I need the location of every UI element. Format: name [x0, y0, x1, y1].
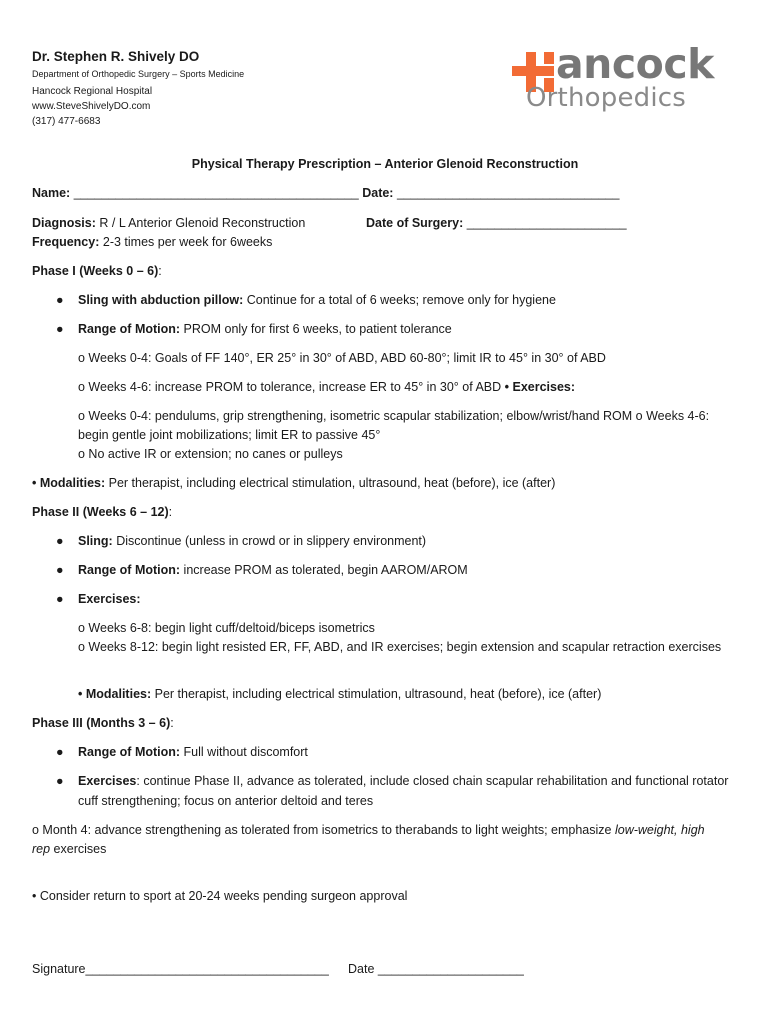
bullet-icon: ● [56, 322, 64, 336]
logo-wordmark: ancock [556, 40, 714, 88]
diagnosis-label: Diagnosis: [32, 216, 96, 230]
phase3-rom-text: Full without discomfort [180, 745, 308, 759]
bullet-icon: ● [56, 592, 64, 606]
phase1-modalities-text: Per therapist, including electrical stimulation, ultrasound, heat (before), ice (after) [105, 476, 556, 490]
phase3-heading [32, 716, 174, 730]
phase2-sling-label: Sling: [78, 534, 113, 548]
doctor-name: Dr. Stephen R. Shively DO [32, 49, 200, 64]
frequency-label: Frequency: [32, 235, 100, 249]
bullet-icon: ● [56, 534, 64, 548]
phase2-modalities [78, 687, 601, 701]
footer-date-field[interactable] [348, 962, 524, 976]
phase1-ex-line2: begin gentle joint mobilizations; limit ER to passive 45° [78, 428, 381, 442]
signature-label: Signature [32, 962, 86, 976]
phase1-sling-text: Continue for a total of 6 weeks; remove only for hygiene [243, 293, 556, 307]
phase1-ex-line1: o Weeks 0-4: pendulums, grip strengthening, isometric scapular stabilization; elbow/wrist/hand ROM o Weeks 4-6: [78, 409, 710, 423]
phase2-rom-label: Range of Motion: [78, 563, 181, 577]
name-field[interactable] [32, 186, 619, 200]
date-blank: ________________________________ [396, 186, 620, 200]
phase2-heading-colon: : [168, 505, 173, 519]
website: www.SteveShivelyDO.com [32, 101, 151, 112]
phase2-sling-text: Discontinue (unless in crowd or in slippery environment) [112, 534, 427, 548]
phase2-rom-text: increase PROM as tolerated, begin AAROM/AROM [180, 563, 468, 577]
document-title: Physical Therapy Prescription – Anterior Glenoid Reconstruction [191, 157, 579, 171]
signature-field[interactable] [32, 962, 329, 976]
phase2-heading-text: Phase II (Weeks 6 – 12) [32, 505, 169, 519]
footer-date-blank: _____________________ [377, 962, 524, 976]
department: Department of Orthopedic Surgery – Sports Medicine [32, 69, 245, 79]
phase2-sling-item [78, 534, 426, 548]
phase2-modalities-label: • Modalities: [78, 687, 152, 701]
logo-subtitle: Orthopedics [526, 83, 687, 113]
doctor-header [32, 49, 244, 129]
phone-number: (317) 477-6683 [32, 116, 101, 127]
return-to-sport-note: • Consider return to sport at 20-24 weeks pending surgeon approval [32, 889, 408, 903]
phase2-exercises-label: Exercises: [78, 592, 141, 606]
phase3-month4-emphasis: low-weight, high [614, 823, 705, 837]
phase1-heading-text: Phase I (Weeks 0 – 6) [32, 264, 159, 278]
phase3-heading-colon: : [170, 716, 174, 730]
phase1-rom-sub2 [78, 380, 575, 394]
phase2-ex-sub1: o Weeks 6-8: begin light cuff/deltoid/biceps isometrics [78, 621, 375, 635]
bullet-icon: ● [56, 293, 64, 307]
phase3-exercises-label: Exercises [78, 774, 137, 788]
phase1-modalities-label: • Modalities: [32, 476, 106, 490]
surgery-date-blank: _______________________ [466, 216, 627, 230]
phase2-ex-sub2: o Weeks 8-12: begin light resisted ER, FF, ABD, and IR exercises; begin extension and scapular retraction exercises [78, 640, 722, 654]
phase1-heading-colon: : [158, 264, 162, 278]
phase3-rom-label: Range of Motion: [78, 745, 181, 759]
phase1-rom-sub2-text: o Weeks 4-6: increase PROM to tolerance, increase ER to 45° in 30° of ABD [78, 380, 505, 394]
phase1-exercises-label: • Exercises: [504, 380, 576, 394]
phase1-modalities [32, 476, 555, 490]
phase3-exercises-text: : continue Phase II, advance as tolerated, include closed chain scapular rehabilitation and functional rotator [136, 774, 729, 788]
frequency-line [32, 235, 272, 249]
phase1-rom-sub1: o Weeks 0-4: Goals of FF 140°, ER 25° in 30° of ABD, ABD 60-80°; limit IR to 45° in 30° of ABD [78, 351, 606, 365]
phase3-heading-text: Phase III (Months 3 – 6) [32, 716, 171, 730]
phase3-month4-tail: exercises [50, 842, 107, 856]
phase2-modalities-text: Per therapist, including electrical stimulation, ultrasound, heat (before), ice (after) [151, 687, 602, 701]
phase3-month4-line2 [32, 842, 106, 856]
name-blank: _________________________________________ [73, 186, 359, 200]
phase3-month4-line1 [32, 823, 705, 837]
phase1-sling-label: Sling with abduction pillow: [78, 293, 244, 307]
phase3-exercises-item [78, 774, 728, 788]
surgery-date-field[interactable] [366, 216, 627, 230]
phase1-rom-label: Range of Motion: [78, 322, 181, 336]
hospital-name: Hancock Regional Hospital [32, 86, 153, 97]
phase2-heading [32, 505, 172, 519]
frequency-value: 2-3 times per week for 6weeks [99, 235, 273, 249]
bullet-icon: ● [56, 563, 64, 577]
phase1-rom-text: PROM only for first 6 weeks, to patient tolerance [180, 322, 452, 336]
phase3-month4-text: o Month 4: advance strengthening as tolerated from isometrics to therabands to light weights; emphasize [32, 823, 615, 837]
phase3-month4-emphasis2: rep [32, 842, 51, 856]
bullet-icon: ● [56, 774, 64, 788]
phase1-ex-line3: o No active IR or extension; no canes or pulleys [78, 447, 343, 461]
diagnosis-value: R / L Anterior Glenoid Reconstruction [95, 216, 306, 230]
phase3-rom-item [78, 745, 308, 759]
date-label: Date: [362, 186, 394, 200]
bullet-icon: ● [56, 745, 64, 759]
surgery-date-label: Date of Surgery: [366, 216, 464, 230]
signature-blank: ___________________________________ [85, 962, 329, 976]
footer-date-label: Date [348, 962, 378, 976]
diagnosis-line [32, 216, 305, 230]
phase3-exercises-text2: cuff strengthening; focus on anterior deltoid and teres [78, 794, 374, 808]
hancock-logo [512, 40, 744, 118]
phase1-rom-item [78, 322, 452, 336]
name-label: Name: [32, 186, 71, 200]
phase1-heading [32, 264, 162, 278]
phase2-rom-item [78, 563, 468, 577]
phase1-sling-item [78, 293, 556, 307]
